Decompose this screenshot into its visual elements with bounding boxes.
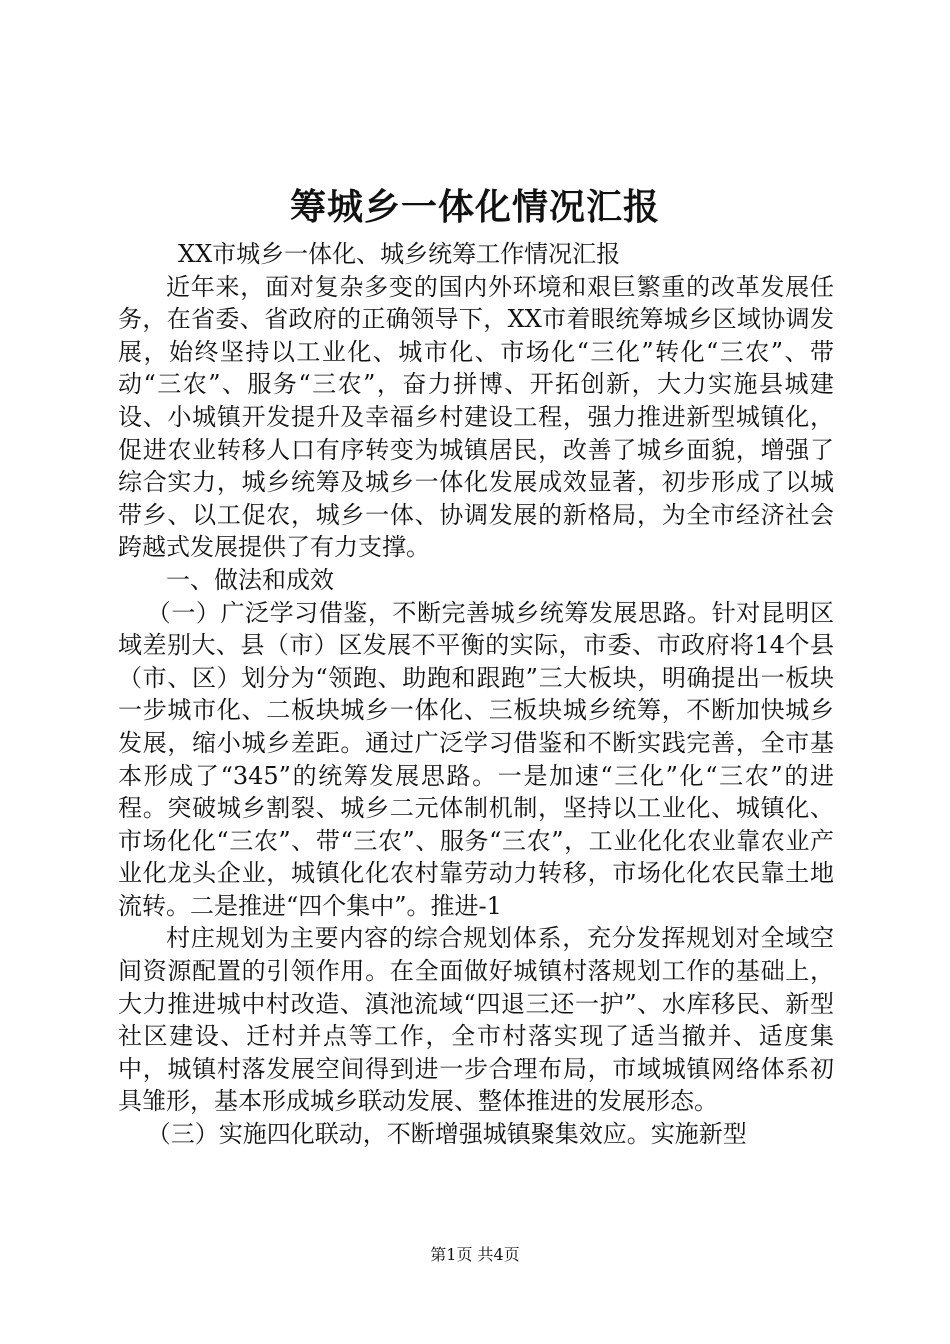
paragraph-section-3: （三）实施四化联动，不断增强城镇聚集效应。实施新型 [146,1120,747,1149]
paragraph-section-1: （一）广泛学习借鉴，不断完善城乡统筹发展思路。针对昆明区域差别大、县（市）区发展不平衡的实际，市委、市政府将14个县（市、区）划分为“领跑、助跑和跟跑”三大板块，明确提出一板块一步城市化、二板块城乡一体化、三板块城乡统筹，不断加快城乡发展，缩小城乡差距。通过广泛学习借鉴和不断实践完善，全市基本形成了“345”的统筹发展思路。一是加速“三化”化“三农”的进程。突破城乡割裂、城乡二元体制机制，坚持以工业化、城镇化、市场化化“三农”、带“三农”、服务“三农”，工业化化农业靠农业产业化龙头企业，城镇化化农村靠劳动力转移，市场化化农民靠土地流转。二是推进“四个集中”。推进-1 [118,598,834,920]
document-title: 筹城乡一体化情况汇报 [289,186,660,228]
page-footer: 第1页 共4页 [430,1245,520,1264]
section-heading: 一、做法和成效 [166,565,334,594]
document-body [118,238,834,1151]
paragraph-planning: 村庄规划为主要内容的综合规划体系，充分发挥规划对全域空间资源配置的引领作用。在全面做好城镇村落规划工作的基础上，大力推进城中村改造、滇池流域“四退三还一护”、水库移民、新型社区建设、迁村并点等工作，全市村落实现了适当撤并、适度集中，城镇村落发展空间得到进一步合理布局，市域城镇网络体系初具雏形，基本形成城乡联动发展、整体推进的发展形态。 [118,924,834,1116]
report-heading: XX市城乡一体化、城乡统筹工作情况汇报 [178,240,621,268]
paragraph-intro: 近年来，面对复杂多变的国内外环境和艰巨繁重的改革发展任务，在省委、省政府的正确领导下，XX市着眼统筹城乡区域协调发展，始终坚持以工业化、城市化、市场化“三化”转化“三农”、带动“三农”、服务“三农”，奋力拼博、开拓创新，大力实施县城建设、小城镇开发提升及幸福乡村建设工程，强力推进新型城镇化，促进农业转移人口有序转变为城镇居民，改善了城乡面貌，增强了综合实力，城乡统筹及城乡一体化发展成效显著，初步形成了以城带乡、以工促农，城乡一体、协调发展的新格局，为全市经济社会跨越式发展提供了有力支撑。 [118,272,834,562]
